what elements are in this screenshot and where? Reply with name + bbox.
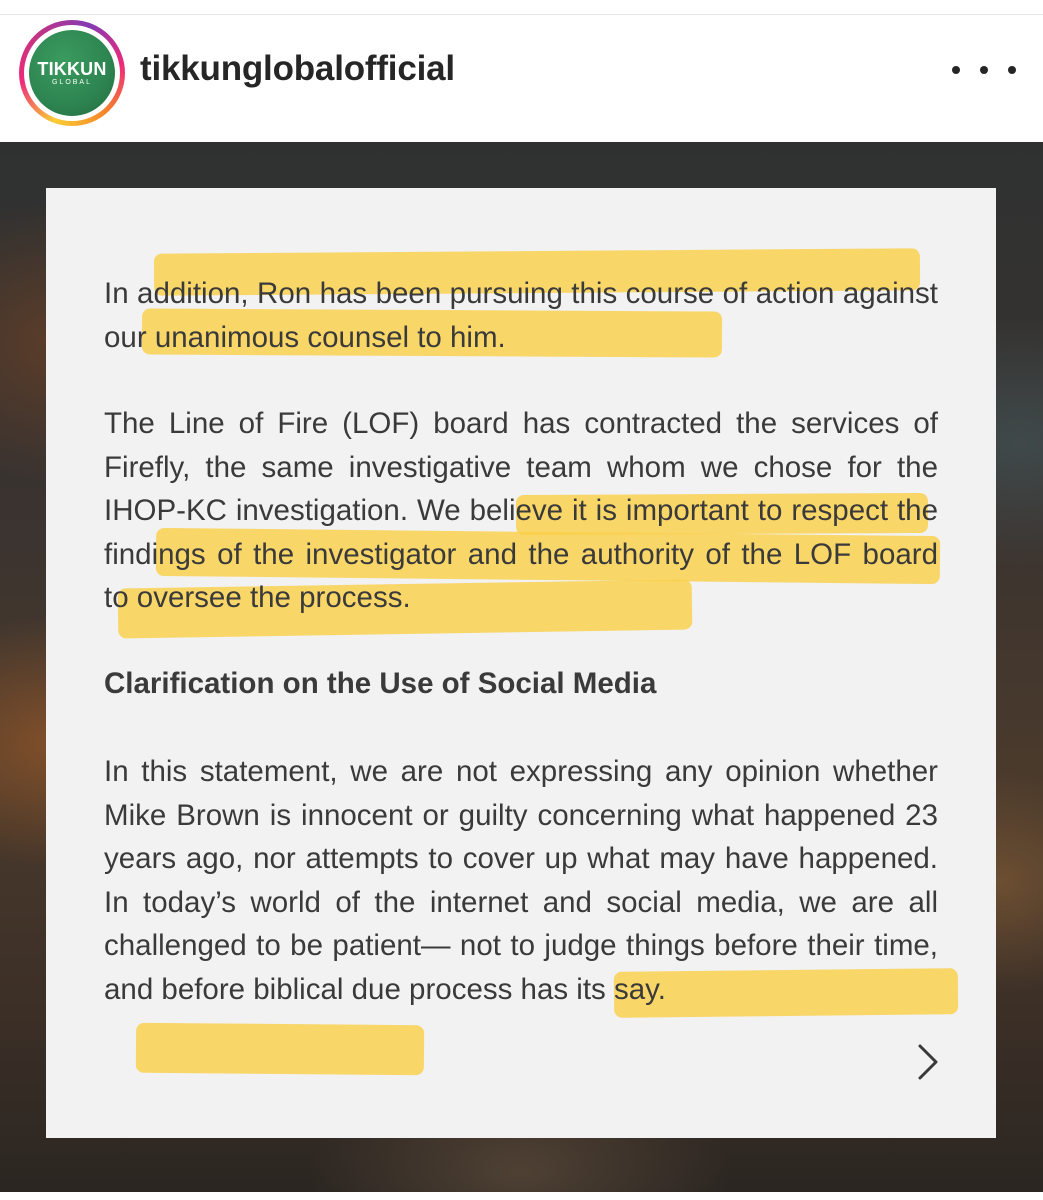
status-divider — [0, 0, 1043, 15]
next-slide-button[interactable] — [906, 1040, 946, 1084]
statement-card — [46, 188, 996, 1138]
highlight-mark — [136, 1023, 424, 1076]
post-bottom-edge — [0, 1192, 1043, 1200]
post-header — [0, 15, 1043, 142]
username-link[interactable]: tikkunglobalofficial — [140, 49, 455, 88]
statement-paragraph: In addition, Ron has been pursuing this course of action against our unanimous counsel to him. — [104, 277, 938, 354]
story-ring[interactable] — [19, 20, 125, 126]
post-image[interactable] — [0, 142, 1043, 1192]
statement-paragraph: In this statement, we are not expressing any opinion whether Mike Brown is innocent or guilty concerning what happened 23 years ago, nor attempts to cover up what may have happened. In today’s world of the internet and social media, we are all challenged to be patient— not to judge things before their time, and before biblical due process has its say. — [104, 755, 938, 1006]
more-options-icon — [1008, 66, 1016, 74]
more-options-icon — [980, 66, 988, 74]
avatar-logo-subtext: GLOBAL — [51, 78, 92, 86]
section-heading: Clarification on the Use of Social Media — [104, 667, 657, 700]
chevron-right-icon — [906, 1040, 946, 1084]
more-options-icon — [952, 66, 960, 74]
avatar[interactable] — [29, 30, 115, 116]
statement-paragraph: The Line of Fire (LOF) board has contracted the services of Firefly, the same investigative team whom we chose for the IHOP-KC investigation. We believe it is important to respect the findings of the investigator and the authority of the LOF board to oversee the process. — [104, 407, 938, 614]
avatar-logo-text: TIKKUN — [37, 58, 107, 79]
more-options-button[interactable] — [952, 53, 1016, 87]
